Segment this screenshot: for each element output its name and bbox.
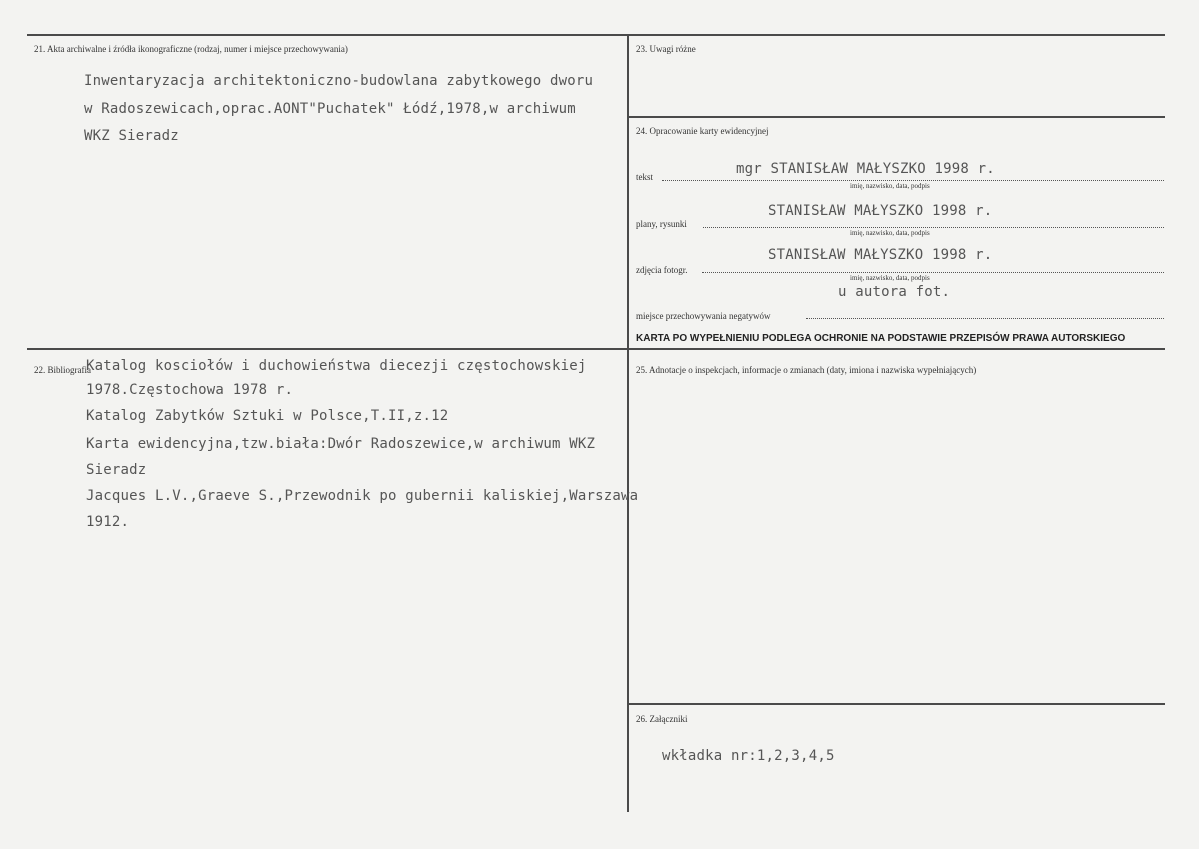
divider-left-21-22 [27,348,628,350]
top-border [27,34,1165,36]
tekst-dotted-line [662,180,1164,181]
section-21-line-2: w Radoszewicach,oprac.AONT"Puchatek" Łódź,1978,w archiwum [84,101,576,117]
bibliography-line-5: Sieradz [86,462,147,478]
zdjecia-caption: imię, nazwisko, data, podpis [850,274,930,282]
zdjecia-dotted-line [702,272,1164,273]
bibliography-line-1: Katalog kosciołów i duchowieństwa diecezji częstochowskiej [86,358,587,374]
bibliography-line-6: Jacques L.V.,Graeve S.,Przewodnik po gubernii kaliskiej,Warszawa [86,488,639,504]
tekst-caption: imię, nazwisko, data, podpis [850,182,930,190]
plany-label: plany, rysunki [636,219,687,229]
section-21-line-3: WKZ Sieradz [84,128,179,144]
negatywy-dotted-line [806,318,1164,319]
plany-value: STANISŁAW MAŁYSZKO 1998 r. [768,203,993,219]
negatywy-value: u autora fot. [838,284,951,300]
divider-right-24-25 [628,348,1165,350]
section-26-label: 26. Załączniki [636,714,688,724]
copyright-notice: KARTA PO WYPEŁNIENIU PODLEGA OCHRONIE NA PODSTAWIE PRZEPISÓW PRAWA AUTORSKIEGO [636,333,1126,344]
negatywy-label: miejsce przechowywania negatywów [636,311,771,321]
section-22-label: 22. Bibliografia [34,365,91,375]
section-21-label: 21. Akta archiwalne i źródła ikonograficzne (rodzaj, numer i miejsce przechowywania) [34,44,348,54]
tekst-label: tekst [636,172,653,182]
divider-23-24 [628,116,1165,118]
tekst-value: mgr STANISŁAW MAŁYSZKO 1998 r. [736,161,995,177]
attachments-value: wkładka nr:1,2,3,4,5 [662,748,835,764]
section-23-label: 23. Uwagi różne [636,44,696,54]
bibliography-line-4: Karta ewidencyjna,tzw.biała:Dwór Radoszewice,w archiwum WKZ [86,436,596,452]
plany-caption: imię, nazwisko, data, podpis [850,229,930,237]
bibliography-line-7: 1912. [86,514,130,530]
center-divider [627,34,629,812]
divider-25-26 [628,703,1165,705]
bibliography-line-2: 1978.Częstochowa 1978 r. [86,382,294,398]
bibliography-line-3: Katalog Zabytków Sztuki w Polsce,T.II,z.12 [86,408,449,424]
section-24-label: 24. Opracowanie karty ewidencyjnej [636,126,769,136]
section-21-line-1: Inwentaryzacja architektoniczno-budowlana zabytkowego dworu [84,73,594,89]
plany-dotted-line [703,227,1164,228]
section-25-label: 25. Adnotacje o inspekcjach, informacje o zmianach (daty, imiona i nazwiska wypełniających) [636,365,977,375]
zdjecia-value: STANISŁAW MAŁYSZKO 1998 r. [768,247,993,263]
zdjecia-label: zdjęcia fotogr. [636,265,688,275]
